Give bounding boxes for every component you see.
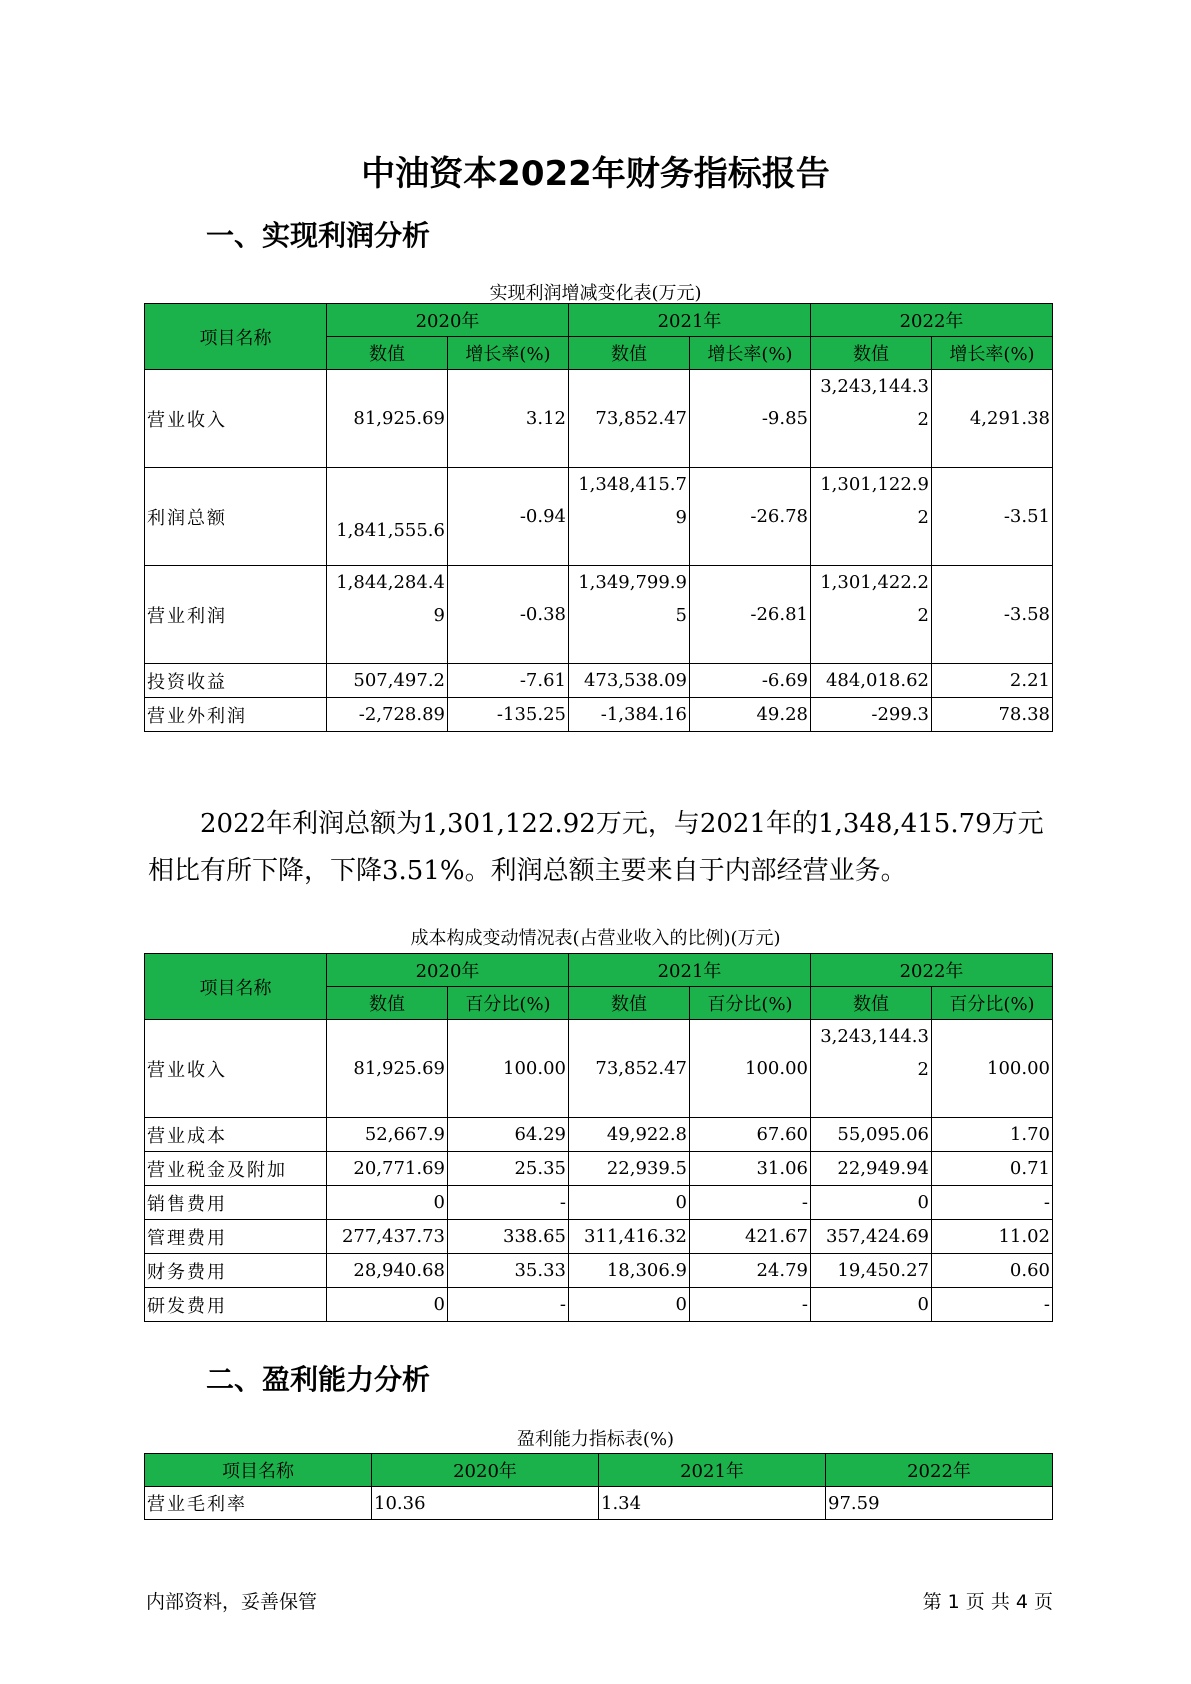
table-cell: 28,940.68 <box>327 1254 448 1288</box>
header-growth-rate: 增长率(%) <box>690 337 811 370</box>
profit-change-table <box>144 303 1053 732</box>
table-caption-cost-structure: 成本构成变动情况表(占营业收入的比例)(万元) <box>410 928 781 949</box>
table-cell: -3.51 <box>932 468 1053 566</box>
table-cell: 67.60 <box>690 1118 811 1152</box>
header-percent: 百分比(%) <box>690 987 811 1020</box>
table-cell: 0 <box>811 1288 932 1322</box>
table-cell: 1,349,799.95 <box>569 566 690 664</box>
table-cell: 338.65 <box>448 1220 569 1254</box>
header-item-name: 项目名称 <box>145 304 327 370</box>
table-cell: 1,844,284.49 <box>327 566 448 664</box>
header-value: 数值 <box>811 987 932 1020</box>
table-cell: 1,841,555.6 <box>327 468 448 566</box>
table-row <box>145 370 1053 468</box>
table-cell: 0 <box>811 1186 932 1220</box>
table-caption-profitability: 盈利能力指标表(%) <box>516 1429 675 1450</box>
table-cell: 19,450.27 <box>811 1254 932 1288</box>
header-growth-rate: 增长率(%) <box>932 337 1053 370</box>
table-cell: -2,728.89 <box>327 698 448 732</box>
table-cell: 64.29 <box>448 1118 569 1152</box>
table-cell: -3.58 <box>932 566 1053 664</box>
header-year-2021: 2021年 <box>569 954 811 987</box>
table-cell: - <box>690 1288 811 1322</box>
header-value: 数值 <box>811 337 932 370</box>
table-cell: 31.06 <box>690 1152 811 1186</box>
row-label: 营业收入 <box>145 370 327 468</box>
row-label: 销售费用 <box>145 1186 327 1220</box>
header-value: 数值 <box>569 987 690 1020</box>
table-cell: -26.81 <box>690 566 811 664</box>
table-cell: 100.00 <box>690 1020 811 1118</box>
table-cell: -6.69 <box>690 664 811 698</box>
table-cell: 0.60 <box>932 1254 1053 1288</box>
table-cell: - <box>932 1186 1053 1220</box>
row-label: 营业成本 <box>145 1118 327 1152</box>
footer-confidential-note: 内部资料，妥善保管 <box>146 1591 318 1613</box>
table-cell: 1.70 <box>932 1118 1053 1152</box>
table-cell: 11.02 <box>932 1220 1053 1254</box>
table-cell: -9.85 <box>690 370 811 468</box>
row-label: 管理费用 <box>145 1220 327 1254</box>
table-cell: 421.67 <box>690 1220 811 1254</box>
header-year-2021: 2021年 <box>569 304 811 337</box>
table-cell: -1,384.16 <box>569 698 690 732</box>
section-heading-profitability: 二、盈利能力分析 <box>206 1363 431 1396</box>
row-label: 投资收益 <box>145 664 327 698</box>
table-cell: 0 <box>569 1288 690 1322</box>
header-year-2020: 2020年 <box>327 304 569 337</box>
table-cell: -7.61 <box>448 664 569 698</box>
profitability-table <box>144 1453 1053 1520</box>
table-row <box>145 1254 1053 1288</box>
table-cell: 277,437.73 <box>327 1220 448 1254</box>
table-cell: 507,497.2 <box>327 664 448 698</box>
table-cell: - <box>690 1186 811 1220</box>
table-cell: - <box>932 1288 1053 1322</box>
header-year-2022: 2022年 <box>811 954 1053 987</box>
table-cell: 81,925.69 <box>327 370 448 468</box>
table-row <box>145 1152 1053 1186</box>
table-cell: - <box>448 1186 569 1220</box>
table-cell: 1,301,122.92 <box>811 468 932 566</box>
row-label: 研发费用 <box>145 1288 327 1322</box>
table-row <box>145 1487 1053 1520</box>
table-cell: 357,424.69 <box>811 1220 932 1254</box>
header-year-2020: 2020年 <box>372 1454 599 1487</box>
table-cell: 0 <box>327 1186 448 1220</box>
table-cell: 20,771.69 <box>327 1152 448 1186</box>
table-cell: 3,243,144.32 <box>811 1020 932 1118</box>
header-value: 数值 <box>327 337 448 370</box>
table-row <box>145 1186 1053 1220</box>
table-cell: 49.28 <box>690 698 811 732</box>
header-percent: 百分比(%) <box>932 987 1053 1020</box>
header-year-2022: 2022年 <box>826 1454 1053 1487</box>
table-cell: 22,949.94 <box>811 1152 932 1186</box>
table-row <box>145 664 1053 698</box>
header-value: 数值 <box>327 987 448 1020</box>
header-year-2022: 2022年 <box>811 304 1053 337</box>
table-cell: 55,095.06 <box>811 1118 932 1152</box>
table-cell: 52,667.9 <box>327 1118 448 1152</box>
table-row <box>145 1020 1053 1118</box>
table-cell: 3.12 <box>448 370 569 468</box>
section-heading-profit: 一、实现利润分析 <box>206 219 431 252</box>
table-cell: -26.78 <box>690 468 811 566</box>
table-cell: 4,291.38 <box>932 370 1053 468</box>
row-label: 营业外利润 <box>145 698 327 732</box>
table-cell: -0.38 <box>448 566 569 664</box>
header-percent: 百分比(%) <box>448 987 569 1020</box>
table-row <box>145 1118 1053 1152</box>
header-year-2020: 2020年 <box>327 954 569 987</box>
table-row <box>145 566 1053 664</box>
table-cell: - <box>448 1288 569 1322</box>
row-label: 营业税金及附加 <box>145 1152 327 1186</box>
row-label: 财务费用 <box>145 1254 327 1288</box>
row-label: 营业利润 <box>145 566 327 664</box>
table-cell: 3,243,144.32 <box>811 370 932 468</box>
table-cell: 100.00 <box>448 1020 569 1118</box>
header-item-name: 项目名称 <box>145 954 327 1020</box>
table-row <box>145 1288 1053 1322</box>
table-caption-profit-change: 实现利润增减变化表(万元) <box>489 283 702 304</box>
table-cell: 97.59 <box>826 1487 1053 1520</box>
table-row <box>145 698 1053 732</box>
table-cell: 1,301,422.22 <box>811 566 932 664</box>
table-cell: 73,852.47 <box>569 370 690 468</box>
cost-structure-table <box>144 953 1053 1322</box>
table-cell: 81,925.69 <box>327 1020 448 1118</box>
table-cell: -299.3 <box>811 698 932 732</box>
table-cell: 0 <box>327 1288 448 1322</box>
row-label: 利润总额 <box>145 468 327 566</box>
table-cell: 10.36 <box>372 1487 599 1520</box>
table-row <box>145 468 1053 566</box>
header-value: 数值 <box>569 337 690 370</box>
table-cell: -135.25 <box>448 698 569 732</box>
table-row <box>145 1220 1053 1254</box>
table-cell: 100.00 <box>932 1020 1053 1118</box>
table-cell: 18,306.9 <box>569 1254 690 1288</box>
table-cell: 1,348,415.79 <box>569 468 690 566</box>
table-cell: 73,852.47 <box>569 1020 690 1118</box>
document-title: 中油资本2022年财务指标报告 <box>361 154 830 194</box>
table-cell: 78.38 <box>932 698 1053 732</box>
header-growth-rate: 增长率(%) <box>448 337 569 370</box>
row-label: 营业收入 <box>145 1020 327 1118</box>
table-cell: 311,416.32 <box>569 1220 690 1254</box>
row-label: 营业毛利率 <box>145 1487 372 1520</box>
table-cell: 473,538.09 <box>569 664 690 698</box>
table-cell: 2.21 <box>932 664 1053 698</box>
table-cell: 25.35 <box>448 1152 569 1186</box>
header-year-2021: 2021年 <box>599 1454 826 1487</box>
table-cell: -0.94 <box>448 468 569 566</box>
table-cell: 0 <box>569 1186 690 1220</box>
header-item-name: 项目名称 <box>145 1454 372 1487</box>
analysis-paragraph: 2022年利润总额为1,301,122.92万元，与2021年的1,348,415.79万元相比有所下降，下降3.51%。利润总额主要来自于内部经营业务。 <box>148 809 1044 886</box>
table-cell: 22,939.5 <box>569 1152 690 1186</box>
table-cell: 49,922.8 <box>569 1118 690 1152</box>
table-cell: 484,018.62 <box>811 664 932 698</box>
footer-page-number: 第 1 页 共 4 页 <box>922 1591 1053 1613</box>
table-cell: 1.34 <box>599 1487 826 1520</box>
table-cell: 24.79 <box>690 1254 811 1288</box>
table-cell: 0.71 <box>932 1152 1053 1186</box>
table-cell: 35.33 <box>448 1254 569 1288</box>
